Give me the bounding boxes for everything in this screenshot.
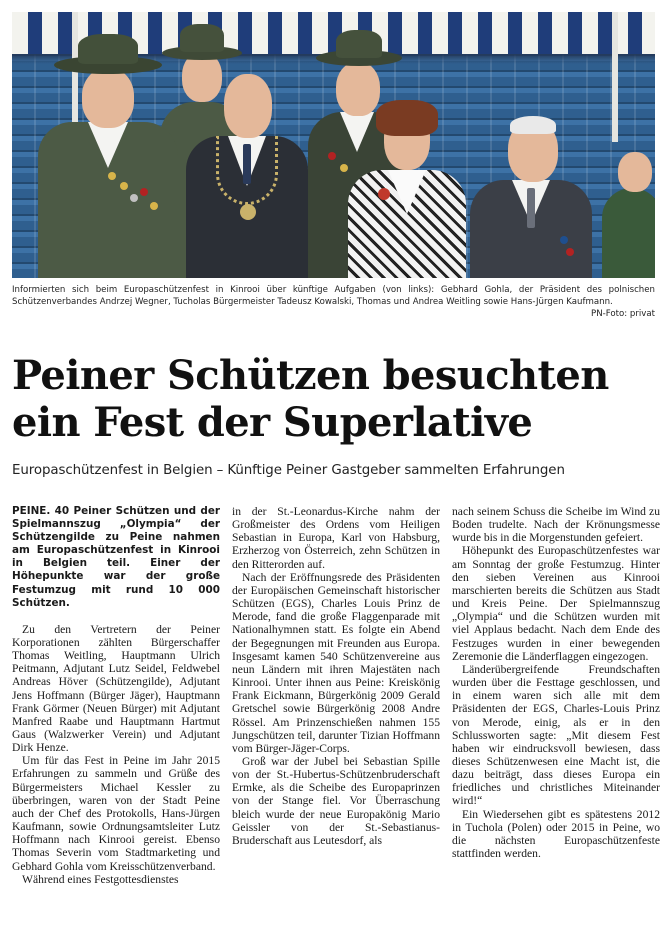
article-lead: PEINE. 40 Peiner Schützen und der Spielmannszug „Olympia“ der Schützengilde zu Peine nahmen am Europaschützenfest in Kinrooi in Belgien teil. Einer der Höhepunkte war der große Festumzug mit rund 10 000 Schützen.	[12, 505, 220, 609]
article-column-3	[452, 505, 660, 945]
article-paragraph: Länderübergreifende Freundschaften wurden über die Festtage geschlossen, und in einem waren sich alle mit dem Präsidenten der EGS, Charles-Louis Prinz von Merode, einig, als er in den Schlussworten sagte: „Mit diesem Fest haben wir eindrucksvoll bewiesen, dass dieses Schützenwesen eine Macht ist, die dazu beiträgt, dass dieses Europa ein friedliches und christliches Miteinander wird!“	[452, 662, 660, 808]
article-paragraph: Nach der Eröffnungsrede des Präsidenten der Europäischen Gemeinschaft historischer Schützen (EGS), Charles Louis Prinz de Merode, fand die große Flaggenparade mit Nationalhymnen statt. Es folgte ein Abend der Begegnungen mit Freunden aus Europa. Insgesamt kamen 540 Schützenvereine aus neun Ländern mit ihren Majestäten nach Kinrooi. Unter ihnen aus Peine: Kreiskönig Frank Eickmann, Bürgerkönig 2009 Gerald Gretschel sowie Bürgerkönig 2008 Andre Rössel. Am Prinzenschießen nahmen 155 Jungschützen teil, darunter Tizian Hoffmann vom Bürger-Jäger-Corps.	[232, 570, 440, 755]
article-paragraph: Groß war der Jubel bei Sebastian Spille von der St.-Hubertus-Schützenbruderschaft Ermke, als die Scheibe des Europaprinzen von der Stange fiel. Vor Überraschung bleich wurde der neue Europakönig Mario Geissler von der St.-Sebastianus-Bruderschaft aus Leutesdorf, als	[232, 754, 440, 847]
headline-line-2: ein Fest der Superlative	[12, 399, 533, 446]
article-paragraph: Um für das Fest in Peine im Jahr 2015 Erfahrungen zu sammeln und Grüße des Bürgermeisters Michael Kessler zu überbringen, waren von der Stadt Peine auch der Chef des Protokolls, Hans-Jürgen Kaufmann, sowie Ordnungsamtsleiter Lutz Hoffmann nach Kinrooi gereist. Ebenso Thomas Severin vom Stadtmarketing und Gebhard Gohla vom Kreisschützenverband.	[12, 754, 220, 873]
article-column-2	[232, 505, 440, 945]
article-paragraph: Ein Wiedersehen gibt es spätestens 2012 in Tuchola (Polen) oder 2015 in Peine, wo die nächsten Europaschützenfeste stattfinden werden.	[452, 807, 660, 861]
person-5	[342, 12, 472, 278]
article-paragraph: Zu den Vertretern der Peiner Korporationen zählten Bürgerschaffer Thomas Weitling, Hauptmann Ulrich Peitmann, Adjutant Lutz Seidel, Feldwebel Andreas Höver (Schützengilde), Adjutant Jens Hoffmann (Bürger Jäger), Hauptmann Frank Görmer (Neuen Bürger) mit Adjutant Manfred Raabe und Hauptmann Hartmut Gaus (Walzwerker Verein) und Adjutant Dirk Henze.	[12, 622, 220, 755]
photo-credit: PN-Foto: privat	[591, 309, 655, 319]
person-6	[466, 12, 596, 278]
caption-text: Informierten sich beim Europaschützenfest in Kinrooi über künftige Aufgaben (von links): Gebhard Gohla, der Präsident des polnischen Schützenverbandes Andrzej Wegner, Tucholas Bürgermeister Tadeusz Kowalski, Thomas und Andrea Weitling sowie Hans-Jürgen Kaufmann.	[12, 285, 655, 307]
person-1	[32, 12, 182, 278]
article-paragraph: in der St.-Leonardus-Kirche nahm der Großmeister des Ordens vom Heiligen Sebastian in Europa, Karl von Habsburg, Erzherzog von Österreich, zehn Schützen in den Ritterorden auf.	[232, 505, 440, 571]
article-column-1	[12, 505, 220, 945]
person-7	[600, 12, 655, 278]
group-photo	[12, 12, 655, 278]
photo-caption	[12, 284, 655, 320]
headline-line-1: Peiner Schützen besuchten	[12, 352, 609, 399]
subheadline: Europaschützenfest in Belgien – Künftige Peiner Gastgeber sammelten Erfahrungen	[12, 463, 565, 478]
article-paragraph: Während eines Festgottesdienstes	[22, 872, 179, 886]
article-paragraph: nach seinem Schuss die Scheibe im Wind zu Boden trudelte. Nach der Krönungsmesse wurde bis in die Morgenstunden gefeiert.	[452, 505, 660, 545]
article-paragraph: Höhepunkt des Europaschützenfestes war am Sonntag der große Festumzug. Hinter den sieben Vereinen aus Kinrooi marschierten bereits die Schützen aus Stadt und Kreis Peine. Der Spielmannszug „Olympia“ und die Schützen wurden mit viel Applaus bedacht. Nach dem Ende des Festzuges wurden in einer bewegenden Zeremonie die Länderflaggen eingezogen.	[452, 544, 660, 663]
headline	[12, 352, 657, 446]
person-3	[182, 12, 312, 278]
